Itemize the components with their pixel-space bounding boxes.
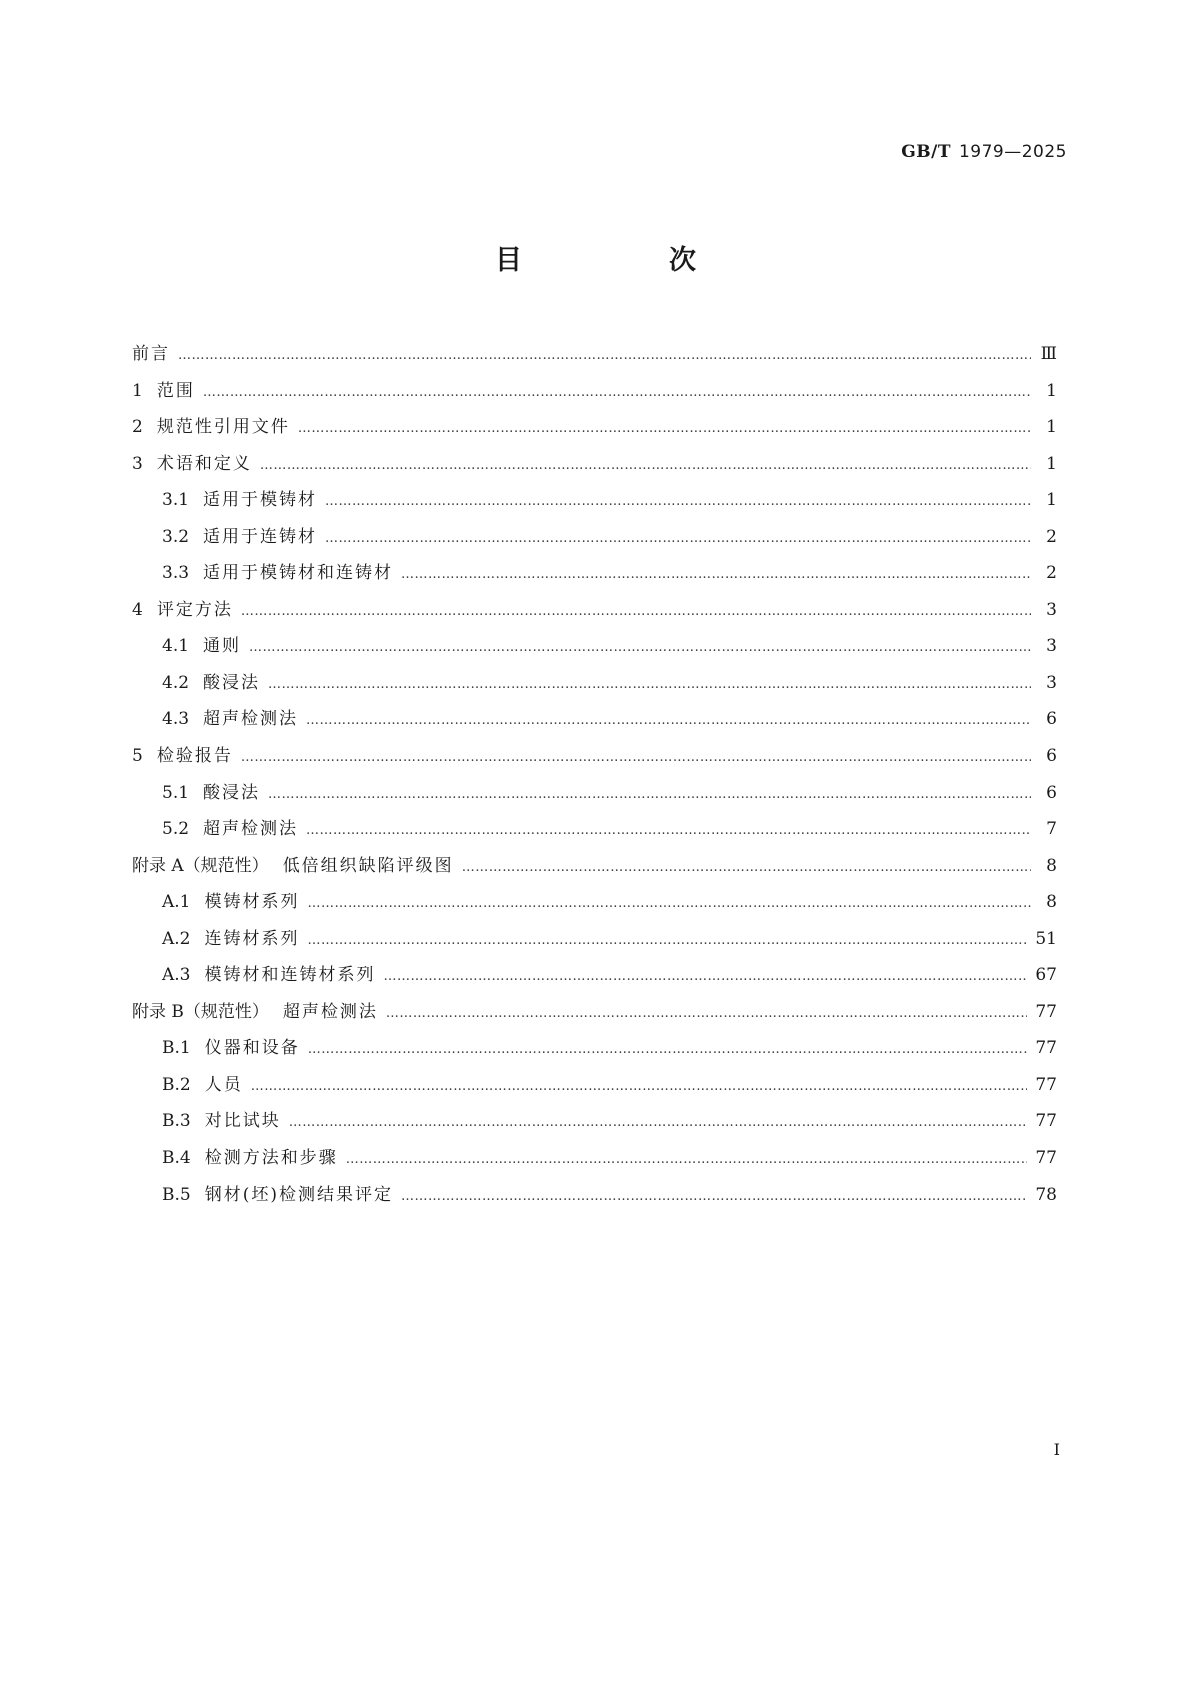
toc-entry[interactable]	[132, 628, 1057, 665]
toc-entry-label	[132, 848, 454, 884]
toc-entry-label	[162, 701, 298, 737]
toc-entry-number: A.3	[162, 965, 191, 986]
dot-leader	[325, 484, 1031, 520]
toc-entry-page: 77	[1035, 1111, 1057, 1132]
toc-entry-number: 5.1	[162, 782, 190, 803]
dot-leader	[306, 813, 1031, 849]
toc-entry-number: 1	[132, 380, 143, 401]
toc-entry-label	[162, 811, 298, 847]
dot-leader	[268, 667, 1031, 703]
toc-entry-page: 6	[1046, 709, 1057, 730]
dot-leader	[346, 1142, 1028, 1178]
toc-entry[interactable]	[132, 665, 1057, 702]
toc-entry[interactable]	[132, 1030, 1057, 1067]
toc-entry-number: 4.3	[162, 709, 190, 730]
dot-leader	[241, 740, 1031, 776]
toc-entry-title: 术语和定义	[156, 453, 252, 474]
toc-entry-number: A.2	[162, 928, 191, 949]
toc-entry-page: 67	[1035, 965, 1057, 986]
toc-entry-page: Ⅲ	[1040, 344, 1057, 364]
toc-entry[interactable]	[132, 1140, 1057, 1177]
toc-entry-page: 77	[1035, 1148, 1057, 1169]
dot-leader	[260, 448, 1031, 484]
toc-entry-page: 7	[1046, 819, 1057, 840]
toc-entry-label	[132, 409, 290, 445]
toc-entry-page: 77	[1035, 1038, 1057, 1059]
toc-entry-page: 6	[1046, 746, 1057, 767]
toc-entry-number: A.1	[162, 892, 191, 913]
toc-entry[interactable]	[132, 738, 1057, 775]
toc-entry[interactable]	[132, 701, 1057, 738]
toc-entry-number: 2	[132, 417, 143, 438]
toc-entry-label	[162, 884, 300, 920]
toc-entry[interactable]	[132, 409, 1057, 446]
toc-entry-number: B.4	[162, 1148, 191, 1169]
toc-entry-number: 附录 B（规范性）	[132, 1001, 269, 1022]
toc-entry-label	[162, 519, 317, 555]
toc-entry-title: 检测方法和步骤	[204, 1148, 338, 1169]
toc-entry-page: 1	[1046, 417, 1057, 438]
toc-entry-number: B.3	[162, 1111, 191, 1132]
toc-entry-title: 超声检测法	[282, 1001, 378, 1022]
page-number: Ⅰ	[1053, 1440, 1060, 1459]
toc-entry-number: 4	[132, 599, 143, 620]
toc-entry-title: 适用于模铸材	[203, 490, 318, 511]
toc-entry[interactable]	[132, 921, 1057, 958]
dot-leader	[384, 959, 1028, 995]
toc-entry-number: 4.2	[162, 672, 190, 693]
toc-entry-page: 77	[1035, 1074, 1057, 1095]
dot-leader	[298, 411, 1031, 447]
toc-entry-number: 3.1	[162, 490, 190, 511]
toc-entry-page: 3	[1046, 672, 1057, 693]
toc-entry-page: 77	[1035, 1001, 1057, 1022]
toc-entry-title: 前言	[132, 344, 170, 364]
toc-entry-title: 通则	[203, 636, 242, 657]
dot-leader	[306, 703, 1031, 739]
dot-leader	[462, 850, 1031, 886]
table-of-contents	[132, 336, 1057, 1213]
toc-entry-number: 3.3	[162, 563, 190, 584]
standard-number	[901, 142, 1067, 162]
toc-entry-title: 对比试块	[204, 1111, 281, 1132]
toc-entry-number: B.5	[162, 1184, 191, 1205]
toc-entry-number: 5	[132, 746, 143, 767]
toc-entry-label	[162, 775, 260, 811]
toc-entry[interactable]	[132, 592, 1057, 629]
toc-entry-number: 3	[132, 453, 143, 474]
dot-leader	[268, 777, 1031, 813]
dot-leader	[251, 1069, 1028, 1105]
toc-entry-number: B.2	[162, 1074, 191, 1095]
dot-leader	[203, 375, 1031, 411]
toc-entry-title: 低倍组织缺陷评级图	[282, 855, 454, 876]
toc-entry-label	[132, 738, 233, 774]
toc-title: 目 次	[495, 245, 756, 276]
toc-entry-label	[162, 1177, 393, 1213]
dot-leader	[241, 594, 1031, 630]
toc-entry-title: 评定方法	[156, 599, 233, 620]
toc-entry-label	[132, 373, 195, 409]
toc-entry-label	[162, 921, 300, 957]
toc-entry[interactable]	[132, 1103, 1057, 1140]
dot-leader	[325, 521, 1031, 557]
toc-entry[interactable]	[132, 994, 1057, 1031]
toc-entry-label	[132, 994, 378, 1030]
toc-entry-title: 范围	[156, 380, 195, 401]
toc-entry-label	[162, 1103, 281, 1139]
toc-entry[interactable]	[132, 1177, 1057, 1214]
toc-entry-title: 钢材(坯)检测结果评定	[204, 1184, 393, 1205]
toc-entry-label	[162, 628, 241, 664]
toc-entry-title: 超声检测法	[203, 709, 299, 730]
toc-entry-title: 连铸材系列	[204, 928, 300, 949]
toc-entry-number: B.1	[162, 1038, 191, 1059]
toc-entry-page: 6	[1046, 782, 1057, 803]
toc-entry-page: 78	[1035, 1184, 1057, 1205]
toc-entry-title: 超声检测法	[203, 819, 299, 840]
toc-entry-label	[132, 336, 170, 372]
standard-prefix: GB/T	[901, 142, 951, 162]
toc-entry-label	[162, 665, 260, 701]
dot-leader	[386, 996, 1027, 1032]
toc-entry-page: 1	[1046, 380, 1057, 401]
toc-entry[interactable]	[132, 336, 1057, 373]
toc-entry-label	[132, 592, 233, 628]
toc-entry[interactable]	[132, 446, 1057, 483]
toc-entry-page: 3	[1046, 636, 1057, 657]
toc-entry-title: 模铸材系列	[204, 892, 300, 913]
toc-entry-page: 51	[1035, 928, 1057, 949]
toc-entry-title: 适用于模铸材和连铸材	[203, 563, 394, 584]
toc-entry-title: 酸浸法	[203, 672, 261, 693]
toc-entry-page: 8	[1046, 892, 1057, 913]
dot-leader	[308, 1032, 1028, 1068]
dot-leader	[401, 1179, 1027, 1215]
toc-entry[interactable]	[132, 519, 1057, 556]
toc-entry-label	[162, 482, 317, 518]
toc-entry[interactable]	[132, 555, 1057, 592]
toc-entry-number: 4.1	[162, 636, 190, 657]
toc-entry-title: 检验报告	[156, 746, 233, 767]
toc-entry-title: 模铸材和连铸材系列	[204, 965, 376, 986]
toc-entry-page: 3	[1046, 599, 1057, 620]
toc-entry-page: 2	[1046, 563, 1057, 584]
toc-entry-label	[162, 1140, 338, 1176]
toc-entry[interactable]	[132, 775, 1057, 812]
toc-entry-label	[162, 957, 376, 993]
toc-entry-page: 2	[1046, 526, 1057, 547]
toc-entry-title: 人员	[204, 1074, 243, 1095]
toc-entry[interactable]	[132, 884, 1057, 921]
toc-entry-title: 仪器和设备	[204, 1038, 300, 1059]
toc-entry-page: 1	[1046, 490, 1057, 511]
dot-leader	[249, 630, 1031, 666]
dot-leader	[401, 557, 1031, 593]
dot-leader	[308, 886, 1032, 922]
toc-entry-number: 附录 A（规范性）	[132, 855, 269, 876]
toc-entry-number: 3.2	[162, 526, 190, 547]
toc-entry[interactable]	[132, 373, 1057, 410]
toc-entry-label	[162, 1067, 243, 1103]
toc-entry-page: 1	[1046, 453, 1057, 474]
toc-entry-label	[162, 1030, 300, 1066]
dot-leader	[178, 338, 1031, 374]
toc-entry[interactable]	[132, 811, 1057, 848]
toc-entry-title: 规范性引用文件	[156, 417, 290, 438]
toc-entry[interactable]	[132, 957, 1057, 994]
toc-entry[interactable]	[132, 482, 1057, 519]
toc-entry-label	[162, 555, 393, 591]
dot-leader	[308, 923, 1028, 959]
toc-entry-label	[132, 446, 252, 482]
standard-code: 1979—2025	[958, 142, 1067, 162]
toc-entry-title: 适用于连铸材	[203, 526, 318, 547]
toc-entry-title: 酸浸法	[203, 782, 261, 803]
toc-entry-page: 8	[1046, 855, 1057, 876]
toc-entry-number: 5.2	[162, 819, 190, 840]
toc-entry[interactable]	[132, 1067, 1057, 1104]
toc-entry[interactable]	[132, 848, 1057, 885]
dot-leader	[289, 1105, 1028, 1141]
